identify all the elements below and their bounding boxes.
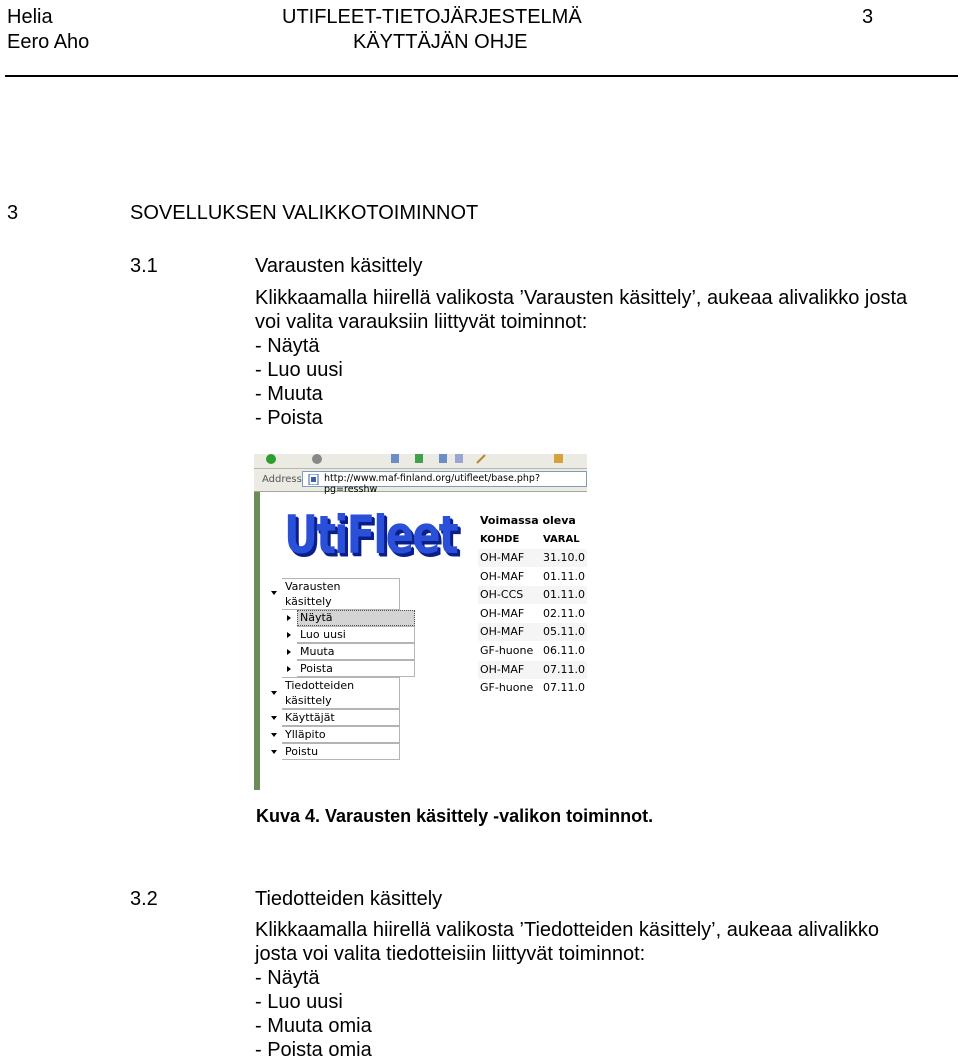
paragraph-line: josta voi valita tiedotteisiin liittyvät toiminnot: xyxy=(255,943,646,965)
list-item: - Poista xyxy=(255,407,323,429)
submenu-poista[interactable]: Poista xyxy=(300,662,333,675)
list-item: - Näytä xyxy=(255,967,320,989)
subsection-number: 3.1 xyxy=(130,255,158,277)
chevron-right-icon xyxy=(287,632,291,638)
menu-kayttajat[interactable]: Käyttäjät xyxy=(285,711,335,724)
page-icon xyxy=(308,474,319,485)
header-page-number: 3 xyxy=(862,6,874,28)
header-author-org: Helia xyxy=(7,6,53,28)
messenger-icon xyxy=(554,454,564,464)
list-item: - Luo uusi xyxy=(255,991,343,1013)
table-header-kohde: KOHDE xyxy=(480,534,520,545)
submenu-luo-uusi[interactable]: Luo uusi xyxy=(300,628,346,641)
section-number: 3 xyxy=(7,202,19,224)
paragraph-line: Klikkaamalla hiirellä valikosta ’Tiedotteiden käsittely’, aukeaa alivalikko xyxy=(255,919,880,941)
history-icon xyxy=(438,454,448,464)
chevron-down-icon xyxy=(271,591,277,595)
chevron-right-icon xyxy=(287,666,291,672)
list-item: - Näytä xyxy=(255,335,320,357)
table-cell-kohde: OH-MAF xyxy=(478,568,541,586)
section-title: SOVELLUKSEN VALIKKOTOIMINNOT xyxy=(130,202,479,224)
header-doc-subtitle: KÄYTTÄJÄN OHJE xyxy=(353,31,528,53)
table-cell-pvm: 31.10.0 xyxy=(541,549,587,567)
table-cell-pvm: 01.11.0 xyxy=(541,568,587,586)
menu-varausten-line2[interactable]: käsittely xyxy=(285,595,332,608)
table-cell-kohde: GF-huone xyxy=(478,679,541,697)
submenu-nayta[interactable]: Näytä xyxy=(300,611,333,624)
menu-yllapito[interactable]: Ylläpito xyxy=(285,728,326,741)
header-rule xyxy=(5,75,958,77)
table-cell-pvm: 07.11.0 xyxy=(541,661,587,679)
table-cell-kohde: GF-huone xyxy=(478,642,541,660)
submenu-muuta[interactable]: Muuta xyxy=(300,645,335,658)
menu-varausten-line1[interactable]: Varausten xyxy=(285,580,341,593)
subsection-title: Varausten käsittely xyxy=(255,255,423,277)
logo-wrap xyxy=(284,504,457,574)
address-label: Address xyxy=(262,474,302,485)
table-header-varaus: VARAL xyxy=(543,534,580,545)
menu-tiedotteiden-line1[interactable]: Tiedotteiden xyxy=(285,679,355,692)
refresh-icon xyxy=(312,454,322,464)
table-cell-kohde: OH-MAF xyxy=(478,549,541,567)
table-cell-kohde: OH-CCS xyxy=(478,586,541,604)
menu-tiedotteiden-line2[interactable]: käsittely xyxy=(285,694,332,707)
chevron-right-icon xyxy=(287,615,291,621)
search-icon xyxy=(390,454,400,464)
list-item: - Muuta omia xyxy=(255,1015,372,1037)
chevron-down-icon xyxy=(271,716,277,720)
list-item: - Poista omia xyxy=(255,1039,372,1061)
browser-toolbar xyxy=(254,454,587,469)
subsection-title: Tiedotteiden käsittely xyxy=(255,888,443,910)
subsection-number: 3.2 xyxy=(130,888,158,910)
paragraph-line: Klikkaamalla hiirellä valikosta ’Varausten käsittely’, aukeaa alivalikko josta xyxy=(255,287,908,309)
mail-icon xyxy=(454,454,464,464)
paragraph-line: voi valita varauksiin liittyvät toiminnot: xyxy=(255,311,588,333)
chevron-down-icon xyxy=(271,691,277,695)
chevron-down-icon xyxy=(271,733,277,737)
table-title: Voimassa oleva xyxy=(480,514,576,527)
header-doc-title: UTIFLEET-TIETOJÄRJESTELMÄ xyxy=(282,6,582,28)
favorites-icon xyxy=(414,454,424,464)
table-cell-pvm: 07.11.0 xyxy=(541,679,587,697)
list-item: - Muuta xyxy=(255,383,323,405)
chevron-down-icon xyxy=(271,750,277,754)
table-cell-kohde: OH-MAF xyxy=(478,605,541,623)
address-url: http://www.maf-finland.org/utifleet/base.php?pg=resshw xyxy=(324,473,540,495)
figure-screenshot xyxy=(254,454,587,790)
page-left-border xyxy=(254,492,260,790)
utifleet-logo: UtiFleet xyxy=(284,504,457,566)
table-cell-pvm: 02.11.0 xyxy=(541,605,587,623)
menu-poistu[interactable]: Poistu xyxy=(285,745,319,758)
chevron-right-icon xyxy=(287,649,291,655)
table-cell-kohde: OH-MAF xyxy=(478,623,541,641)
table-cell-pvm: 06.11.0 xyxy=(541,642,587,660)
table-cell-pvm: 01.11.0 xyxy=(541,586,587,604)
list-item: - Luo uusi xyxy=(255,359,343,381)
header-author-name: Eero Aho xyxy=(7,31,90,53)
figure-caption: Kuva 4. Varausten käsittely -valikon toiminnot. xyxy=(256,806,654,826)
table-cell-pvm: 05.11.0 xyxy=(541,623,587,641)
edit-icon xyxy=(476,454,486,464)
table-cell-kohde: OH-MAF xyxy=(478,661,541,679)
go-icon xyxy=(266,454,276,464)
